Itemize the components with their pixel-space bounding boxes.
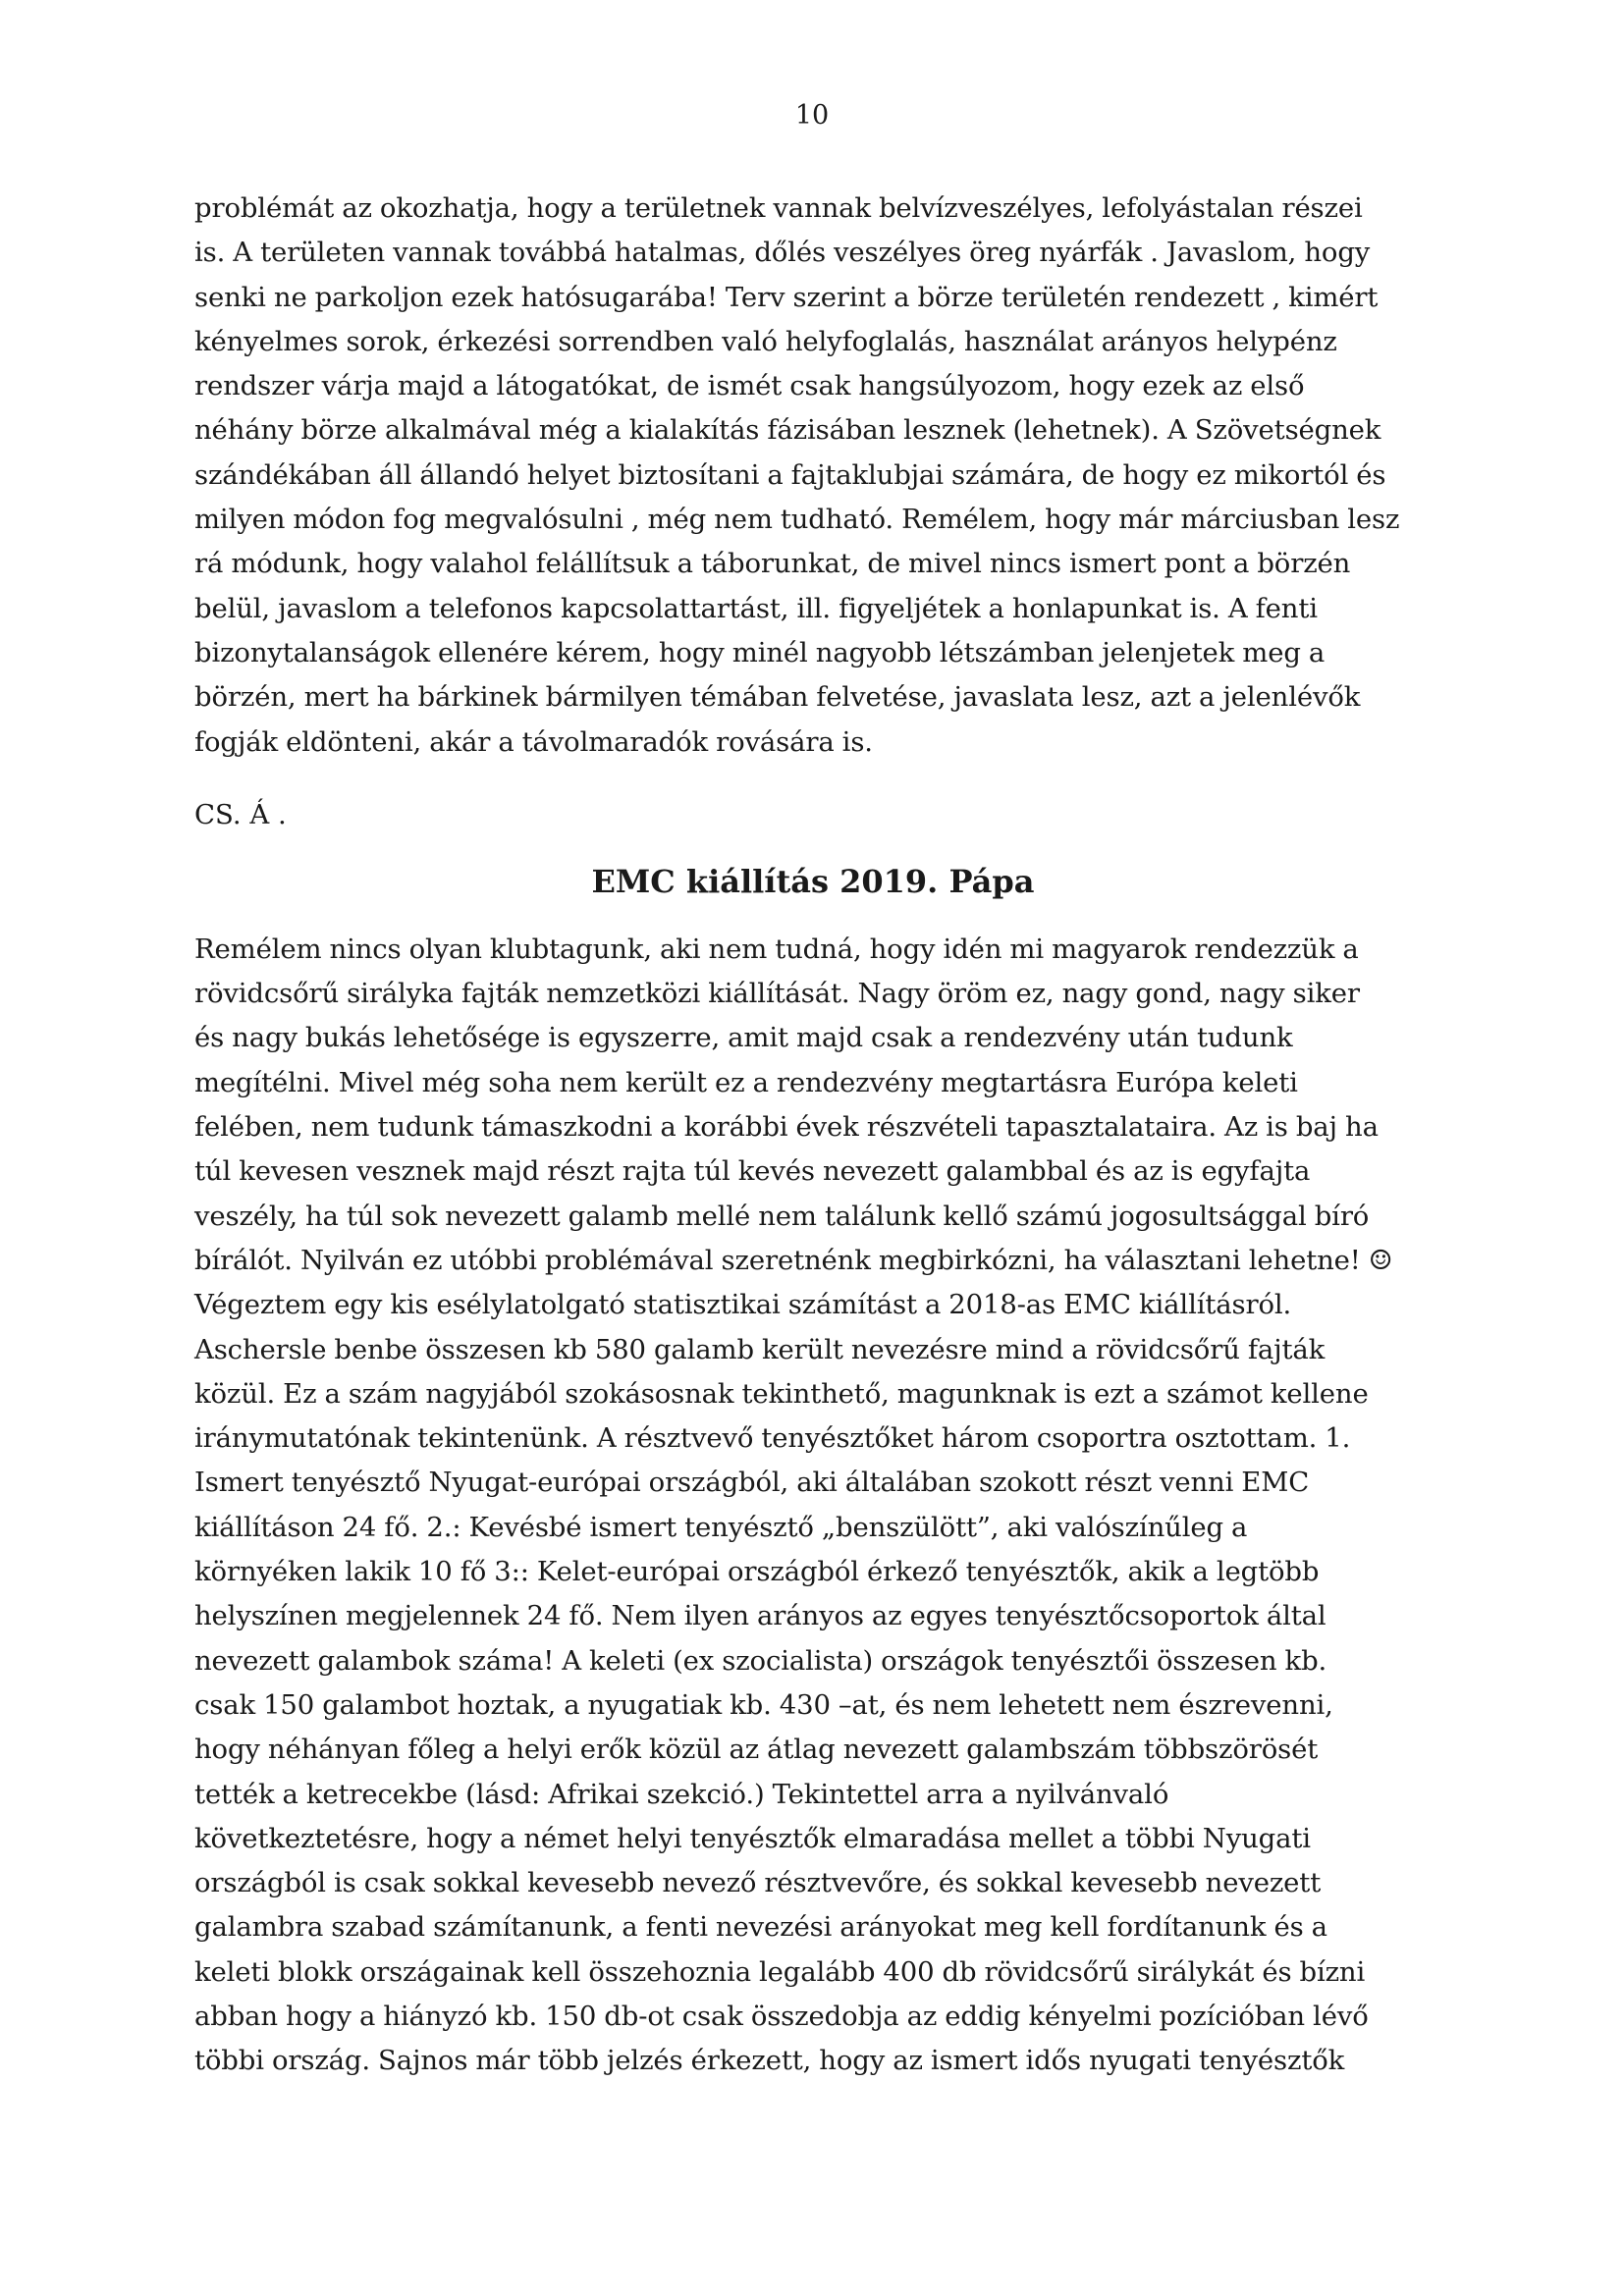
text-line: Aschersle benbe összesen kb 580 galamb került nevezésre mind a rövidcsőrű fajták: [194, 1333, 1326, 1365]
text-line: néhány börze alkalmával még a kialakítás fázisában lesznek (lehetnek). A Szövetségnek: [194, 414, 1381, 447]
text-line: és nagy bukás lehetősége is egyszerre, amit majd csak a rendezvény után tudunk: [194, 1022, 1293, 1054]
text-line: többi ország. Sajnos már több jelzés érkezett, hogy az ismert idős nyugati tenyésztők: [194, 2045, 1345, 2077]
text-line: kényelmes sorok, érkezési sorrendben való helyfoglalás, használat arányos helypénz: [194, 325, 1337, 357]
text-line: hogy néhányan főleg a helyi erők közül az átlag nevezett galambszám többszörösét: [194, 1734, 1319, 1766]
text-line: börzén, mert ha bárkinek bármilyen témában felvetése, javaslata lesz, azt a jelenlévők: [194, 681, 1361, 714]
author-signature: CS. Á .: [194, 798, 287, 830]
text-line: környéken lakik 10 fő 3:: Kelet-európai országból érkező tenyésztők, akik a legtöbb: [194, 1556, 1320, 1588]
text-line: kiállításon 24 fő. 2.: Kevésbé ismert tenyésztő „benszülött”, aki valószínűleg a: [194, 1511, 1248, 1543]
text-line: helyszínen megjelennek 24 fő. Nem ilyen arányos az egyes tenyésztőcsoportok által: [194, 1600, 1326, 1632]
document-body: [194, 187, 1432, 2084]
text-line: Ismert tenyésztő Nyugat-európai országból, aki általában szokott részt venni EMC: [194, 1467, 1310, 1499]
text-line: fogják eldönteni, akár a távolmaradók rovására is.: [194, 725, 873, 758]
text-line: túl kevesen vesznek majd részt rajta túl kevés nevezett galambbal és az is egyfajta: [194, 1155, 1311, 1188]
text-line: keleti blokk országainak kell összehoznia legalább 400 db rövidcsőrű sirálykát és bízni: [194, 1955, 1366, 1988]
text-line: közül. Ez a szám nagyjából szokásosnak tekinthető, magunknak is ezt a számot kellene: [194, 1377, 1369, 1410]
text-line: bírálót. Nyilván ez utóbbi problémával szeretnénk megbirkózni, ha választani lehetne! ☺: [194, 1244, 1393, 1276]
text-line: szándékában áll állandó helyet biztosítani a fajtaklubjai számára, de hogy ez mikortól és: [194, 458, 1386, 491]
paragraph-intro: [194, 187, 1432, 765]
text-line: galambra szabad számítanunk, a fenti nevezési arányokat meg kell fordítanunk és a: [194, 1911, 1327, 1944]
text-line: nevezett galambok száma! A keleti (ex szocialista) országok tenyésztői összesen kb.: [194, 1644, 1327, 1677]
text-line: rövidcsőrű sirályka fajták nemzetközi kiállítását. Nagy öröm ez, nagy gond, nagy siker: [194, 978, 1360, 1010]
text-line: felében, nem tudunk támaszkodni a korábbi évek részvételi tapasztalataira. Az is baj ha: [194, 1111, 1379, 1144]
text-line: milyen módon fog megvalósulni , még nem tudható. Remélem, hogy már márciusban lesz: [194, 504, 1400, 536]
page-number: 10: [794, 100, 830, 131]
text-line: rendszer várja majd a látogatókat, de ismét csak hangsúlyozom, hogy ezek az első: [194, 370, 1305, 402]
text-line: veszély, ha túl sok nevezett galamb mellé nem találunk kellő számú jogosultsággal bíró: [194, 1200, 1370, 1232]
text-line: Végeztem egy kis esélylatolgató statisztikai számítást a 2018-as EMC kiállításról.: [194, 1289, 1292, 1321]
text-line: belül, javaslom a telefonos kapcsolattartást, ill. figyeljétek a honlapunkat is. A fenti: [194, 592, 1318, 624]
text-line: országból is csak sokkal kevesebb nevező résztvevőre, és sokkal kevesebb nevezett: [194, 1867, 1322, 1899]
paragraph-emc: [194, 928, 1432, 2084]
text-line: senki ne parkoljon ezek hatósugarába! Terv szerint a börze területén rendezett , kimért: [194, 281, 1379, 313]
text-line: csak 150 galambot hoztak, a nyugatiak kb. 430 –at, és nem lehetett nem észrevenni,: [194, 1688, 1333, 1721]
text-line: megítélni. Mivel még soha nem került ez a rendezvény megtartásra Európa keleti: [194, 1066, 1298, 1098]
text-line: tették a ketrecekbe (lásd: Afrikai szekció.) Tekintettel arra a nyilvánvaló: [194, 1778, 1169, 1810]
text-line: következtetésre, hogy a német helyi tenyésztők elmaradása mellet a többi Nyugati: [194, 1822, 1311, 1854]
text-line: Remélem nincs olyan klubtagunk, aki nem tudná, hogy idén mi magyarok rendezzük a: [194, 933, 1359, 965]
text-line: problémát az okozhatja, hogy a területnek vannak belvízveszélyes, lefolyástalan részei: [194, 192, 1363, 224]
text-line: rá módunk, hogy valahol felállítsuk a táborunkat, de mivel nincs ismert pont a börzén: [194, 548, 1351, 580]
text-line: iránymutatónak tekintenünk. A résztvevő tenyésztőket három csoportra osztottam. 1.: [194, 1422, 1351, 1455]
text-line: bizonytalanságok ellenére kérem, hogy minél nagyobb létszámban jelenjetek meg a: [194, 636, 1326, 668]
section-heading: EMC kiállítás 2019. Pápa: [591, 862, 1035, 900]
text-line: is. A területen vannak továbbá hatalmas, dőlés veszélyes öreg nyárfák . Javaslom, hogy: [194, 237, 1371, 269]
text-line: abban hogy a hiányzó kb. 150 db-ot csak összedobja az eddig kényelmi pozícióban lévő: [194, 2000, 1369, 2032]
